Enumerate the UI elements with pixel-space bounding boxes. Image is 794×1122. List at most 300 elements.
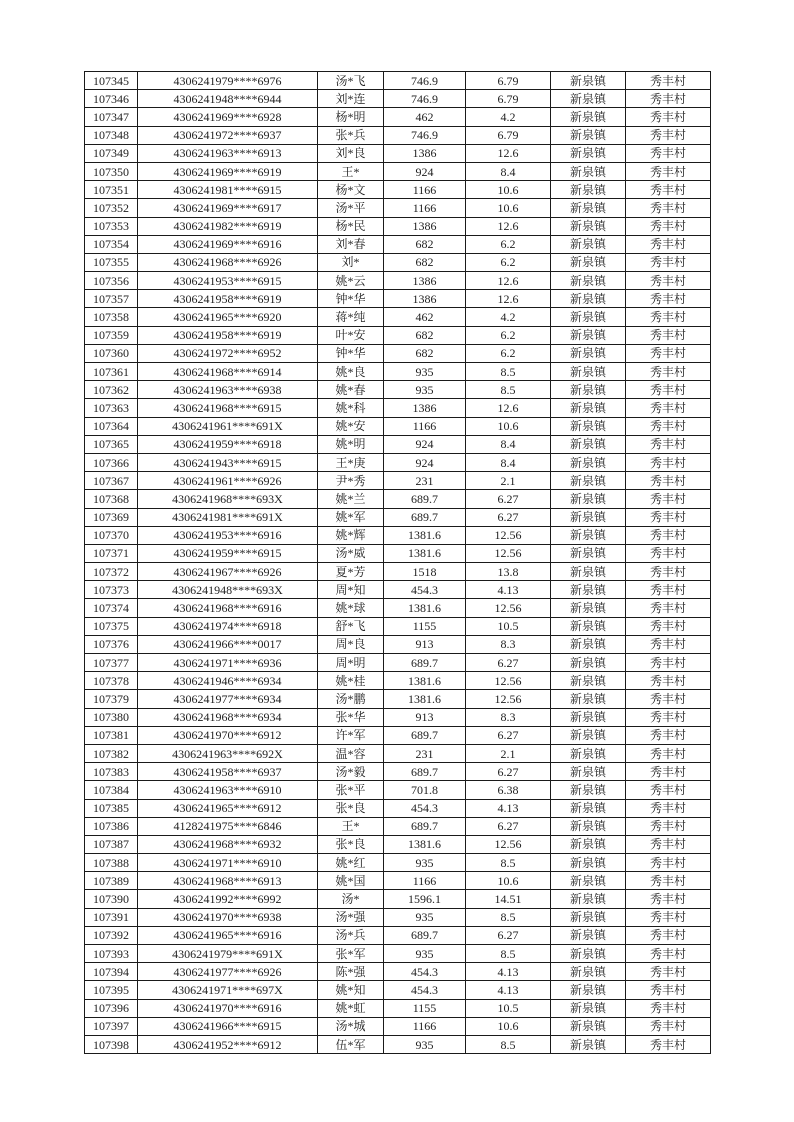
cell-sequence-number: 107385 xyxy=(85,799,138,817)
cell-sequence-number: 107354 xyxy=(85,235,138,253)
table-row xyxy=(85,726,711,744)
cell-name-masked: 姚*知 xyxy=(318,981,384,999)
cell-area-mu: 4.2 xyxy=(466,108,551,126)
cell-town: 新泉镇 xyxy=(551,963,626,981)
cell-sequence-number: 107375 xyxy=(85,617,138,635)
cell-area-mu: 6.38 xyxy=(466,781,551,799)
cell-amount: 462 xyxy=(384,108,466,126)
cell-name-masked: 汤*平 xyxy=(318,199,384,217)
cell-sequence-number: 107350 xyxy=(85,162,138,180)
cell-town: 新泉镇 xyxy=(551,181,626,199)
cell-name-masked: 刘*春 xyxy=(318,235,384,253)
cell-amount: 913 xyxy=(384,635,466,653)
cell-id-card-masked: 4306241966****0017 xyxy=(138,635,318,653)
cell-area-mu: 4.2 xyxy=(466,308,551,326)
cell-sequence-number: 107376 xyxy=(85,635,138,653)
cell-sequence-number: 107390 xyxy=(85,890,138,908)
cell-sequence-number: 107378 xyxy=(85,672,138,690)
cell-amount: 1166 xyxy=(384,199,466,217)
cell-village: 秀丰村 xyxy=(626,672,711,690)
table-row xyxy=(85,581,711,599)
table-row xyxy=(85,817,711,835)
cell-area-mu: 13.8 xyxy=(466,563,551,581)
cell-area-mu: 6.27 xyxy=(466,926,551,944)
cell-area-mu: 8.5 xyxy=(466,908,551,926)
cell-amount: 454.3 xyxy=(384,799,466,817)
cell-area-mu: 12.6 xyxy=(466,144,551,162)
cell-town: 新泉镇 xyxy=(551,363,626,381)
cell-id-card-masked: 4306241952****6912 xyxy=(138,1035,318,1053)
cell-amount: 924 xyxy=(384,435,466,453)
cell-sequence-number: 107345 xyxy=(85,72,138,90)
cell-name-masked: 钟*华 xyxy=(318,344,384,362)
cell-amount: 746.9 xyxy=(384,126,466,144)
cell-village: 秀丰村 xyxy=(626,235,711,253)
cell-town: 新泉镇 xyxy=(551,726,626,744)
cell-id-card-masked: 4306241969****6916 xyxy=(138,235,318,253)
cell-area-mu: 12.6 xyxy=(466,399,551,417)
cell-id-card-masked: 4306241968****6926 xyxy=(138,253,318,271)
cell-name-masked: 杨*民 xyxy=(318,217,384,235)
cell-name-masked: 姚*良 xyxy=(318,363,384,381)
cell-amount: 1386 xyxy=(384,144,466,162)
cell-village: 秀丰村 xyxy=(626,599,711,617)
cell-name-masked: 姚*春 xyxy=(318,381,384,399)
cell-id-card-masked: 4306241971****697X xyxy=(138,981,318,999)
cell-village: 秀丰村 xyxy=(626,635,711,653)
cell-town: 新泉镇 xyxy=(551,854,626,872)
table-row xyxy=(85,1017,711,1035)
cell-area-mu: 8.4 xyxy=(466,435,551,453)
cell-village: 秀丰村 xyxy=(626,981,711,999)
cell-town: 新泉镇 xyxy=(551,381,626,399)
cell-id-card-masked: 4306241977****6926 xyxy=(138,963,318,981)
cell-name-masked: 刘* xyxy=(318,253,384,271)
table-row xyxy=(85,617,711,635)
cell-id-card-masked: 4306241965****6912 xyxy=(138,799,318,817)
cell-sequence-number: 107384 xyxy=(85,781,138,799)
cell-village: 秀丰村 xyxy=(626,272,711,290)
cell-sequence-number: 107364 xyxy=(85,417,138,435)
cell-name-masked: 姚*兰 xyxy=(318,490,384,508)
cell-name-masked: 汤*毅 xyxy=(318,763,384,781)
cell-name-masked: 王* xyxy=(318,162,384,180)
cell-amount: 1166 xyxy=(384,1017,466,1035)
cell-name-masked: 周*明 xyxy=(318,654,384,672)
cell-id-card-masked: 4306241963****6913 xyxy=(138,144,318,162)
cell-id-card-masked: 4306241977****6934 xyxy=(138,690,318,708)
cell-town: 新泉镇 xyxy=(551,872,626,890)
cell-amount: 1381.6 xyxy=(384,599,466,617)
cell-sequence-number: 107351 xyxy=(85,181,138,199)
cell-name-masked: 伍*军 xyxy=(318,1035,384,1053)
table-row xyxy=(85,835,711,853)
table-row xyxy=(85,781,711,799)
cell-id-card-masked: 4306241961****691X xyxy=(138,417,318,435)
cell-town: 新泉镇 xyxy=(551,544,626,562)
cell-area-mu: 8.3 xyxy=(466,708,551,726)
cell-amount: 454.3 xyxy=(384,981,466,999)
table-row xyxy=(85,290,711,308)
cell-sequence-number: 107352 xyxy=(85,199,138,217)
cell-id-card-masked: 4306241970****6938 xyxy=(138,908,318,926)
table-row xyxy=(85,235,711,253)
cell-id-card-masked: 4306241961****6926 xyxy=(138,472,318,490)
cell-village: 秀丰村 xyxy=(626,326,711,344)
cell-amount: 689.7 xyxy=(384,817,466,835)
cell-id-card-masked: 4306241969****6917 xyxy=(138,199,318,217)
cell-town: 新泉镇 xyxy=(551,490,626,508)
cell-town: 新泉镇 xyxy=(551,999,626,1017)
cell-name-masked: 姚*科 xyxy=(318,399,384,417)
table-row xyxy=(85,253,711,271)
cell-name-masked: 张*良 xyxy=(318,799,384,817)
cell-name-masked: 汤* xyxy=(318,890,384,908)
cell-name-masked: 张*良 xyxy=(318,835,384,853)
cell-id-card-masked: 4306241992****6992 xyxy=(138,890,318,908)
table-row xyxy=(85,381,711,399)
cell-id-card-masked: 4306241958****6919 xyxy=(138,326,318,344)
cell-amount: 924 xyxy=(384,453,466,471)
cell-name-masked: 叶*安 xyxy=(318,326,384,344)
cell-name-masked: 王* xyxy=(318,817,384,835)
cell-village: 秀丰村 xyxy=(626,290,711,308)
cell-amount: 689.7 xyxy=(384,926,466,944)
cell-town: 新泉镇 xyxy=(551,162,626,180)
cell-area-mu: 12.56 xyxy=(466,690,551,708)
cell-sequence-number: 107379 xyxy=(85,690,138,708)
cell-area-mu: 6.79 xyxy=(466,126,551,144)
cell-town: 新泉镇 xyxy=(551,526,626,544)
table-row xyxy=(85,690,711,708)
table-row xyxy=(85,654,711,672)
cell-area-mu: 12.56 xyxy=(466,672,551,690)
cell-area-mu: 12.6 xyxy=(466,217,551,235)
cell-town: 新泉镇 xyxy=(551,890,626,908)
cell-village: 秀丰村 xyxy=(626,253,711,271)
cell-name-masked: 杨*明 xyxy=(318,108,384,126)
cell-village: 秀丰村 xyxy=(626,945,711,963)
cell-town: 新泉镇 xyxy=(551,453,626,471)
cell-name-masked: 姚*虹 xyxy=(318,999,384,1017)
cell-town: 新泉镇 xyxy=(551,472,626,490)
cell-town: 新泉镇 xyxy=(551,617,626,635)
cell-area-mu: 12.56 xyxy=(466,835,551,853)
table-row xyxy=(85,763,711,781)
table-row xyxy=(85,508,711,526)
cell-name-masked: 刘*连 xyxy=(318,90,384,108)
cell-amount: 682 xyxy=(384,253,466,271)
cell-id-card-masked: 4306241971****6936 xyxy=(138,654,318,672)
cell-amount: 682 xyxy=(384,344,466,362)
cell-sequence-number: 107393 xyxy=(85,945,138,963)
table-row xyxy=(85,708,711,726)
cell-amount: 1518 xyxy=(384,563,466,581)
cell-village: 秀丰村 xyxy=(626,381,711,399)
cell-village: 秀丰村 xyxy=(626,363,711,381)
cell-sequence-number: 107360 xyxy=(85,344,138,362)
cell-area-mu: 8.3 xyxy=(466,635,551,653)
cell-town: 新泉镇 xyxy=(551,253,626,271)
cell-amount: 1381.6 xyxy=(384,544,466,562)
cell-id-card-masked: 4306241963****6938 xyxy=(138,381,318,399)
cell-name-masked: 刘*良 xyxy=(318,144,384,162)
cell-id-card-masked: 4306241968****6916 xyxy=(138,599,318,617)
cell-sequence-number: 107346 xyxy=(85,90,138,108)
cell-id-card-masked: 4306241963****692X xyxy=(138,744,318,762)
cell-sequence-number: 107394 xyxy=(85,963,138,981)
cell-area-mu: 6.79 xyxy=(466,72,551,90)
table-row xyxy=(85,890,711,908)
cell-village: 秀丰村 xyxy=(626,690,711,708)
cell-area-mu: 12.6 xyxy=(466,290,551,308)
cell-village: 秀丰村 xyxy=(626,617,711,635)
cell-town: 新泉镇 xyxy=(551,581,626,599)
cell-town: 新泉镇 xyxy=(551,272,626,290)
table-row xyxy=(85,126,711,144)
cell-area-mu: 12.56 xyxy=(466,526,551,544)
table-row xyxy=(85,635,711,653)
cell-village: 秀丰村 xyxy=(626,526,711,544)
cell-village: 秀丰村 xyxy=(626,435,711,453)
cell-area-mu: 12.56 xyxy=(466,544,551,562)
cell-village: 秀丰村 xyxy=(626,872,711,890)
cell-sequence-number: 107381 xyxy=(85,726,138,744)
cell-area-mu: 12.56 xyxy=(466,599,551,617)
table-row xyxy=(85,926,711,944)
cell-town: 新泉镇 xyxy=(551,144,626,162)
cell-town: 新泉镇 xyxy=(551,108,626,126)
cell-amount: 1381.6 xyxy=(384,672,466,690)
table-row xyxy=(85,526,711,544)
cell-sequence-number: 107359 xyxy=(85,326,138,344)
cell-area-mu: 6.79 xyxy=(466,90,551,108)
cell-area-mu: 10.5 xyxy=(466,617,551,635)
cell-name-masked: 舒*飞 xyxy=(318,617,384,635)
cell-area-mu: 10.6 xyxy=(466,417,551,435)
cell-village: 秀丰村 xyxy=(626,544,711,562)
cell-id-card-masked: 4306241959****6918 xyxy=(138,435,318,453)
cell-village: 秀丰村 xyxy=(626,726,711,744)
cell-area-mu: 6.2 xyxy=(466,326,551,344)
cell-id-card-masked: 4306241948****6944 xyxy=(138,90,318,108)
cell-amount: 701.8 xyxy=(384,781,466,799)
cell-id-card-masked: 4306241968****6932 xyxy=(138,835,318,853)
cell-area-mu: 2.1 xyxy=(466,472,551,490)
cell-id-card-masked: 4306241981****6915 xyxy=(138,181,318,199)
cell-village: 秀丰村 xyxy=(626,999,711,1017)
cell-sequence-number: 107398 xyxy=(85,1035,138,1053)
cell-area-mu: 6.27 xyxy=(466,763,551,781)
cell-id-card-masked: 4306241953****6915 xyxy=(138,272,318,290)
cell-amount: 1381.6 xyxy=(384,835,466,853)
cell-town: 新泉镇 xyxy=(551,126,626,144)
cell-sequence-number: 107382 xyxy=(85,744,138,762)
cell-amount: 1166 xyxy=(384,872,466,890)
cell-area-mu: 6.2 xyxy=(466,235,551,253)
table-row xyxy=(85,90,711,108)
cell-area-mu: 10.5 xyxy=(466,999,551,1017)
cell-village: 秀丰村 xyxy=(626,508,711,526)
cell-name-masked: 张*平 xyxy=(318,781,384,799)
cell-amount: 1386 xyxy=(384,272,466,290)
table-row xyxy=(85,308,711,326)
cell-sequence-number: 107386 xyxy=(85,817,138,835)
cell-amount: 1381.6 xyxy=(384,526,466,544)
cell-name-masked: 钟*华 xyxy=(318,290,384,308)
table-row xyxy=(85,908,711,926)
cell-sequence-number: 107380 xyxy=(85,708,138,726)
cell-name-masked: 汤*兵 xyxy=(318,926,384,944)
cell-area-mu: 4.13 xyxy=(466,799,551,817)
cell-sequence-number: 107395 xyxy=(85,981,138,999)
cell-amount: 682 xyxy=(384,326,466,344)
cell-amount: 689.7 xyxy=(384,726,466,744)
table-row xyxy=(85,272,711,290)
cell-village: 秀丰村 xyxy=(626,72,711,90)
cell-area-mu: 6.27 xyxy=(466,490,551,508)
cell-village: 秀丰村 xyxy=(626,453,711,471)
cell-area-mu: 10.6 xyxy=(466,199,551,217)
cell-amount: 924 xyxy=(384,162,466,180)
cell-amount: 1166 xyxy=(384,181,466,199)
cell-town: 新泉镇 xyxy=(551,763,626,781)
cell-id-card-masked: 4306241953****6916 xyxy=(138,526,318,544)
cell-town: 新泉镇 xyxy=(551,435,626,453)
cell-area-mu: 10.6 xyxy=(466,1017,551,1035)
cell-amount: 231 xyxy=(384,744,466,762)
cell-id-card-masked: 4306241979****691X xyxy=(138,945,318,963)
cell-town: 新泉镇 xyxy=(551,72,626,90)
cell-area-mu: 8.5 xyxy=(466,381,551,399)
cell-town: 新泉镇 xyxy=(551,326,626,344)
cell-id-card-masked: 4306241968****6915 xyxy=(138,399,318,417)
cell-id-card-masked: 4306241946****6934 xyxy=(138,672,318,690)
cell-id-card-masked: 4306241970****6916 xyxy=(138,999,318,1017)
cell-town: 新泉镇 xyxy=(551,563,626,581)
cell-area-mu: 4.13 xyxy=(466,963,551,981)
cell-name-masked: 尹*秀 xyxy=(318,472,384,490)
cell-name-masked: 周*知 xyxy=(318,581,384,599)
cell-sequence-number: 107372 xyxy=(85,563,138,581)
cell-amount: 746.9 xyxy=(384,72,466,90)
cell-village: 秀丰村 xyxy=(626,399,711,417)
cell-area-mu: 4.13 xyxy=(466,981,551,999)
cell-town: 新泉镇 xyxy=(551,235,626,253)
cell-sequence-number: 107349 xyxy=(85,144,138,162)
cell-id-card-masked: 4306241958****6937 xyxy=(138,763,318,781)
table-row xyxy=(85,417,711,435)
cell-area-mu: 6.27 xyxy=(466,817,551,835)
cell-village: 秀丰村 xyxy=(626,490,711,508)
table-row xyxy=(85,199,711,217)
cell-sequence-number: 107389 xyxy=(85,872,138,890)
cell-sequence-number: 107377 xyxy=(85,654,138,672)
cell-id-card-masked: 4306241958****6919 xyxy=(138,290,318,308)
cell-sequence-number: 107348 xyxy=(85,126,138,144)
cell-village: 秀丰村 xyxy=(626,144,711,162)
cell-name-masked: 王*庚 xyxy=(318,453,384,471)
cell-village: 秀丰村 xyxy=(626,108,711,126)
cell-town: 新泉镇 xyxy=(551,835,626,853)
table-row xyxy=(85,72,711,90)
cell-village: 秀丰村 xyxy=(626,708,711,726)
cell-village: 秀丰村 xyxy=(626,781,711,799)
cell-area-mu: 10.6 xyxy=(466,181,551,199)
table-row xyxy=(85,563,711,581)
cell-area-mu: 12.6 xyxy=(466,272,551,290)
cell-village: 秀丰村 xyxy=(626,654,711,672)
table-row xyxy=(85,544,711,562)
cell-village: 秀丰村 xyxy=(626,744,711,762)
cell-area-mu: 6.27 xyxy=(466,726,551,744)
cell-area-mu: 8.4 xyxy=(466,453,551,471)
cell-amount: 454.3 xyxy=(384,963,466,981)
cell-id-card-masked: 4306241965****6916 xyxy=(138,926,318,944)
cell-town: 新泉镇 xyxy=(551,217,626,235)
cell-amount: 935 xyxy=(384,854,466,872)
cell-sequence-number: 107347 xyxy=(85,108,138,126)
cell-id-card-masked: 4306241971****6910 xyxy=(138,854,318,872)
cell-sequence-number: 107391 xyxy=(85,908,138,926)
cell-amount: 1386 xyxy=(384,217,466,235)
table-row xyxy=(85,799,711,817)
cell-name-masked: 张*军 xyxy=(318,945,384,963)
cell-name-masked: 姚*辉 xyxy=(318,526,384,544)
cell-name-masked: 姚*国 xyxy=(318,872,384,890)
cell-sequence-number: 107361 xyxy=(85,363,138,381)
cell-village: 秀丰村 xyxy=(626,344,711,362)
cell-name-masked: 姚*球 xyxy=(318,599,384,617)
cell-id-card-masked: 4306241966****6915 xyxy=(138,1017,318,1035)
cell-amount: 935 xyxy=(384,908,466,926)
cell-town: 新泉镇 xyxy=(551,799,626,817)
cell-village: 秀丰村 xyxy=(626,181,711,199)
table-row xyxy=(85,963,711,981)
cell-id-card-masked: 4306241970****6912 xyxy=(138,726,318,744)
cell-name-masked: 姚*安 xyxy=(318,417,384,435)
cell-id-card-masked: 4306241972****6937 xyxy=(138,126,318,144)
cell-town: 新泉镇 xyxy=(551,945,626,963)
cell-id-card-masked: 4306241968****6914 xyxy=(138,363,318,381)
cell-amount: 231 xyxy=(384,472,466,490)
cell-sequence-number: 107396 xyxy=(85,999,138,1017)
cell-village: 秀丰村 xyxy=(626,817,711,835)
cell-id-card-masked: 4306241972****6952 xyxy=(138,344,318,362)
cell-name-masked: 姚*云 xyxy=(318,272,384,290)
table-row xyxy=(85,144,711,162)
cell-sequence-number: 107373 xyxy=(85,581,138,599)
cell-name-masked: 许*军 xyxy=(318,726,384,744)
cell-village: 秀丰村 xyxy=(626,926,711,944)
cell-amount: 1596.1 xyxy=(384,890,466,908)
cell-id-card-masked: 4306241968****6934 xyxy=(138,708,318,726)
cell-id-card-masked: 4306241982****6919 xyxy=(138,217,318,235)
cell-sequence-number: 107357 xyxy=(85,290,138,308)
cell-name-masked: 汤*鹏 xyxy=(318,690,384,708)
cell-village: 秀丰村 xyxy=(626,890,711,908)
cell-name-masked: 张*兵 xyxy=(318,126,384,144)
cell-name-masked: 汤*飞 xyxy=(318,72,384,90)
cell-village: 秀丰村 xyxy=(626,1035,711,1053)
cell-id-card-masked: 4306241969****6928 xyxy=(138,108,318,126)
cell-town: 新泉镇 xyxy=(551,417,626,435)
table-row xyxy=(85,344,711,362)
table-row xyxy=(85,453,711,471)
cell-sequence-number: 107369 xyxy=(85,508,138,526)
cell-village: 秀丰村 xyxy=(626,126,711,144)
cell-amount: 1166 xyxy=(384,417,466,435)
